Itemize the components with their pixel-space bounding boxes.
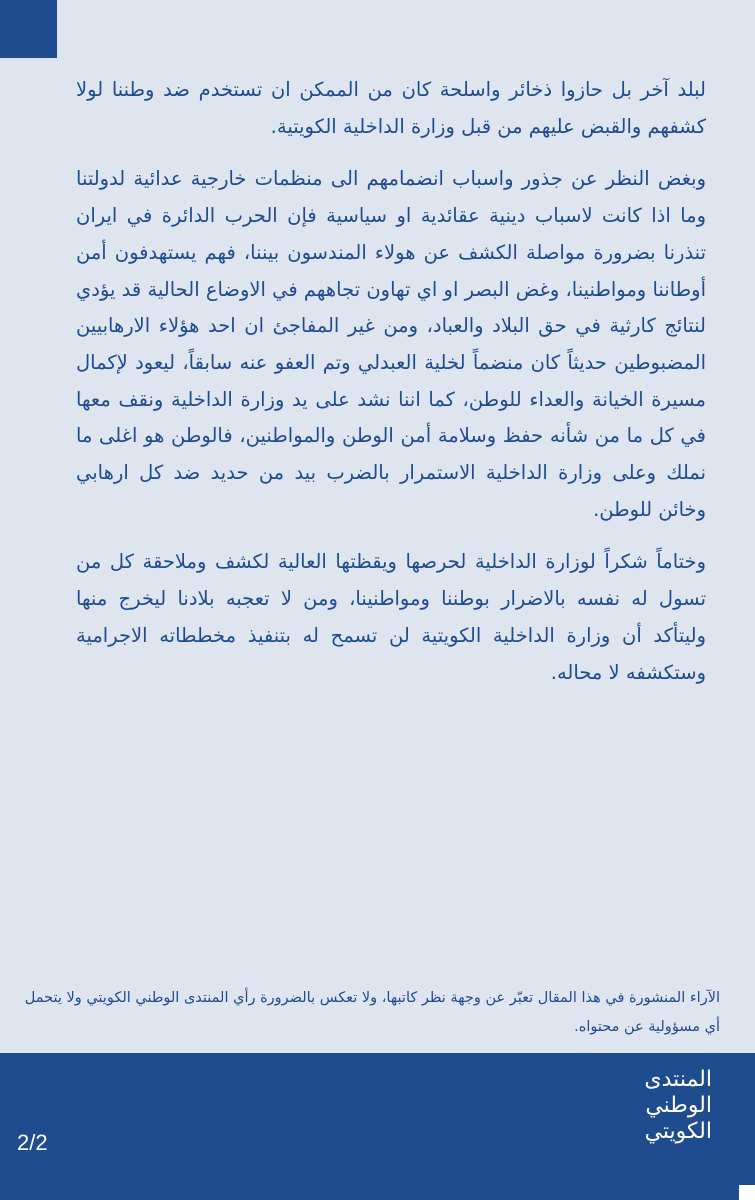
article-paragraph-1: لبلد آخر بل حازوا ذخائر واسلحة كان من الممكن ان تستخدم ضد وطننا لولا كشفهم والقبض عليهم من قبل وزارة الداخلية الكويتية. — [76, 78, 706, 138]
article-body — [76, 72, 706, 707]
article-paragraph-3: وختاماً شكراً لوزارة الداخلية لحرصها ويقظتها العالية لكشف وملاحقة كل من تسول له نفسه بالاضرار بوطننا ومواطنينا، ومن لا تعجبه بلادنا ليخرج منها وليتأكد أن وزارة الداخلية الكويتية لن تسمح له بتنفيذ مخططاته الاجرامية وستكشفه لا محاله. — [76, 550, 706, 684]
logo-line-2: الوطني — [645, 1093, 712, 1118]
logo-line-3: الكويتي — [644, 1119, 712, 1144]
page-number: 2/2 — [17, 1130, 48, 1155]
logo-line-1: المنتدى — [644, 1067, 712, 1092]
article-paragraph-2: وبغض النظر عن جذور واسباب انضمامهم الى منظمات خارجية عدائية لدولتنا وما اذا كانت لاسباب دينية عقائدية او سياسية فإن الحرب الدائرة في ايران تنذرنا بضرورة مواصلة الكشف عن هولاء المندسون بيننا، فهم يستهدفون أمن أوطاننا ومواطنينا، وغض البصر او اي تهاون تجاههم في الاوضاع الحالية قد يؤدي لنتائج كارثية في حق البلاد والعباد، ومن غير المفاجئ ان احد هؤلاء الارهابيين المضبوطين حديثاً كان منضماً لخلية العبدلي وتم العفو عنه سابقاً، ليعود لإكمال مسيرة الخيانة والعداء للوطن، كما اننا نشد على يد وزارة الداخلية ونقف معها في كل ما من شأنه حفظ وسلامة أمن الوطن والمواطنين، فالوطن هو اغلى ما نملك وعلى وزارة الداخلية الاستمرار بالضرب بيد من حديد ضد كل ارهابي وخائن للوطن. — [76, 167, 706, 521]
corner-accent-square — [0, 0, 57, 58]
brand-logo — [532, 1068, 712, 1148]
disclaimer-text: الآراء المنشورة في هذا المقال تعبّر عن وجهة نظر كاتبها، ولا تعكس بالضرورة رأي المنتدى الوطني الكويتي ولا يتحمل أي مسؤولية عن محتواه. — [24, 990, 720, 1035]
corner-notch — [739, 1185, 755, 1200]
